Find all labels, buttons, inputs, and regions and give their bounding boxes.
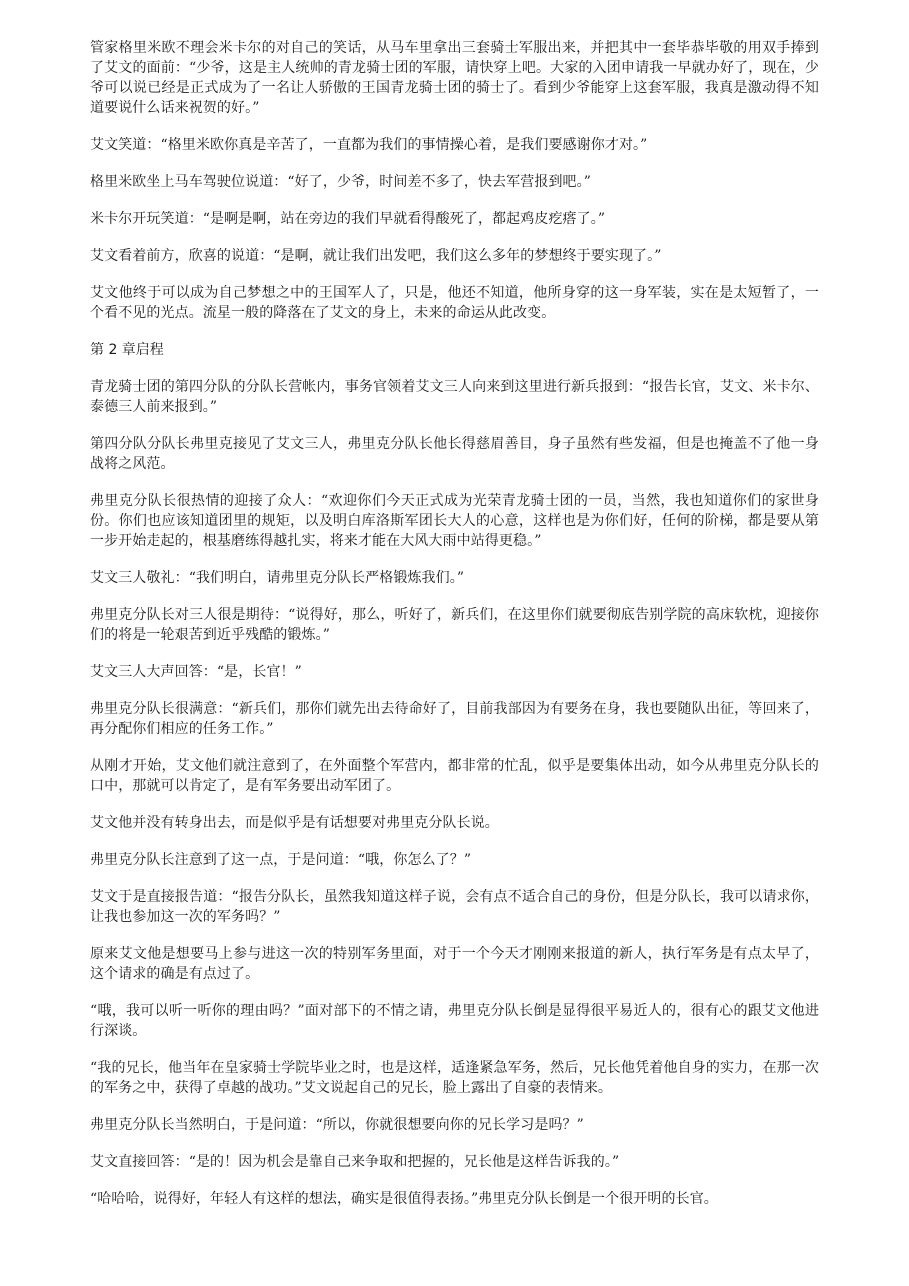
paragraph: 弗里克分队长很满意：“新兵们，那你们就先出去待命好了，目前我部因为有要务在身，我也要随队出征，等回来了，再分配你们相应的任务工作。” <box>90 701 819 737</box>
paragraph: 第四分队分队长弗里克接见了艾文三人，弗里克分队长他长得慈眉善目，身子虽然有些发福，但是也掩盖不了他一身战将之风范。 <box>90 436 819 472</box>
paragraph: 弗里克分队长很热情的迎接了众人：“欢迎你们今天正式成为光荣青龙骑士团的一员，当然，我也知道你们的家世身份。你们也应该知道团里的规矩，以及明白库洛斯军团长大人的心意，这样也是为你们好，任何的阶梯，都是要从第一步开始走起的，根基磨练得越扎实，将来才能在大风大雨中站得更稳。” <box>90 493 819 549</box>
paragraph: 弗里克分队长当然明白，于是问道：“所以，你就很想要向你的兄长学习是吗？” <box>90 1117 584 1133</box>
paragraph: 青龙骑士团的第四分队的分队长营帐内，事务官领着艾文三人向来到这里进行新兵报到：“报告长官，艾文、米卡尔、泰德三人前来报到。” <box>90 379 819 415</box>
paragraph: 原来艾文他是想要马上参与进这一次的特别军务里面，对于一个今天才刚刚来报道的新人，执行军务是有点太早了，这个请求的确是有点过了。 <box>90 946 819 982</box>
paragraph: 弗里克分队长对三人很是期待：“说得好，那么，听好了，新兵们，在这里你们就要彻底告别学院的高床软枕，迎接你们的将是一轮艰苦到近乎残酷的锻炼。” <box>90 607 819 643</box>
paragraph: 艾文他终于可以成为自己梦想之中的王国军人了，只是，他还不知道，他所身穿的这一身军装，实在是太短暂了，一个看不见的光点。流星一般的降落在了艾文的身上，未来的命运从此改变。 <box>90 285 819 321</box>
chapter-title: 第 2 章启程 <box>90 342 164 358</box>
paragraph: 艾文笑道：“格里米欧你真是辛苦了，一直都为我们的事情操心着，是我们要感谢你才对。” <box>90 137 648 153</box>
paragraph: 米卡尔开玩笑道：“是啊是啊，站在旁边的我们早就看得酸死了，都起鸡皮疙瘩了。” <box>90 211 606 227</box>
paragraph: 艾文于是直接报告道：“报告分队长，虽然我知道这样子说，会有点不适合自己的身份，但是分队长，我可以请求你，让我也参加这一次的军务吗？” <box>90 889 819 925</box>
paragraph: “哦，我可以听一听你的理由吗？”面对部下的不情之请，弗里克分队长倒是显得很平易近人的，很有心的跟艾文他进行深谈。 <box>90 1003 819 1039</box>
paragraph: 弗里克分队长注意到了这一点，于是问道：“哦，你怎么了？” <box>90 852 472 868</box>
paragraph: 格里米欧坐上马车驾驶位说道：“好了，少爷，时间差不多了，快去军营报到吧。” <box>90 174 592 190</box>
paragraph: 艾文直接回答：“是的！因为机会是靠自己来争取和把握的，兄长他是这样告诉我的。” <box>90 1154 620 1170</box>
paragraph: 艾文他并没有转身出去，而是似乎是有话想要对弗里克分队长说。 <box>90 815 499 831</box>
paragraph: “哈哈哈，说得好，年轻人有这样的想法，确实是很值得表扬。”弗里克分队长倒是一个很开明的长官。 <box>90 1191 718 1207</box>
paragraph: 管家格里米欧不理会米卡尔的对自己的笑话，从马车里拿出三套骑士军服出来，并把其中一套毕恭毕敬的用双手捧到了艾文的面前：“少爷，这是主人统帅的青龙骑士团的军服，请快穿上吧。大家的入团申请我一早就办好了，现在，少爷可以说已经是正式成为了一名让人骄傲的王国青龙骑士团的骑士了。看到少爷能穿上这套军服，我真是激动得不知道要说什么话来祝贺的好。” <box>90 40 819 116</box>
paragraph: “我的兄长，他当年在皇家骑士学院毕业之时，也是这样，适逢紧急军务，然后，兄长他凭着他自身的实力，在那一次的军务之中，获得了卓越的战功。”艾文说起自己的兄长，脸上露出了自豪的表情来。 <box>90 1060 819 1096</box>
paragraph: 艾文看着前方，欣喜的说道：“是啊，就让我们出发吧，我们这么多年的梦想终于要实现了。” <box>90 248 662 264</box>
paragraph: 艾文三人大声回答：“是，长官！” <box>90 664 302 680</box>
paragraph: 从刚才开始，艾文他们就注意到了，在外面整个军营内，都非常的忙乱，似乎是要集体出动，如今从弗里克分队长的口中，那就可以肯定了，是有军务要出动军团了。 <box>90 758 819 794</box>
paragraph: 艾文三人敬礼：“我们明白，请弗里克分队长严格锻炼我们。” <box>90 570 465 586</box>
